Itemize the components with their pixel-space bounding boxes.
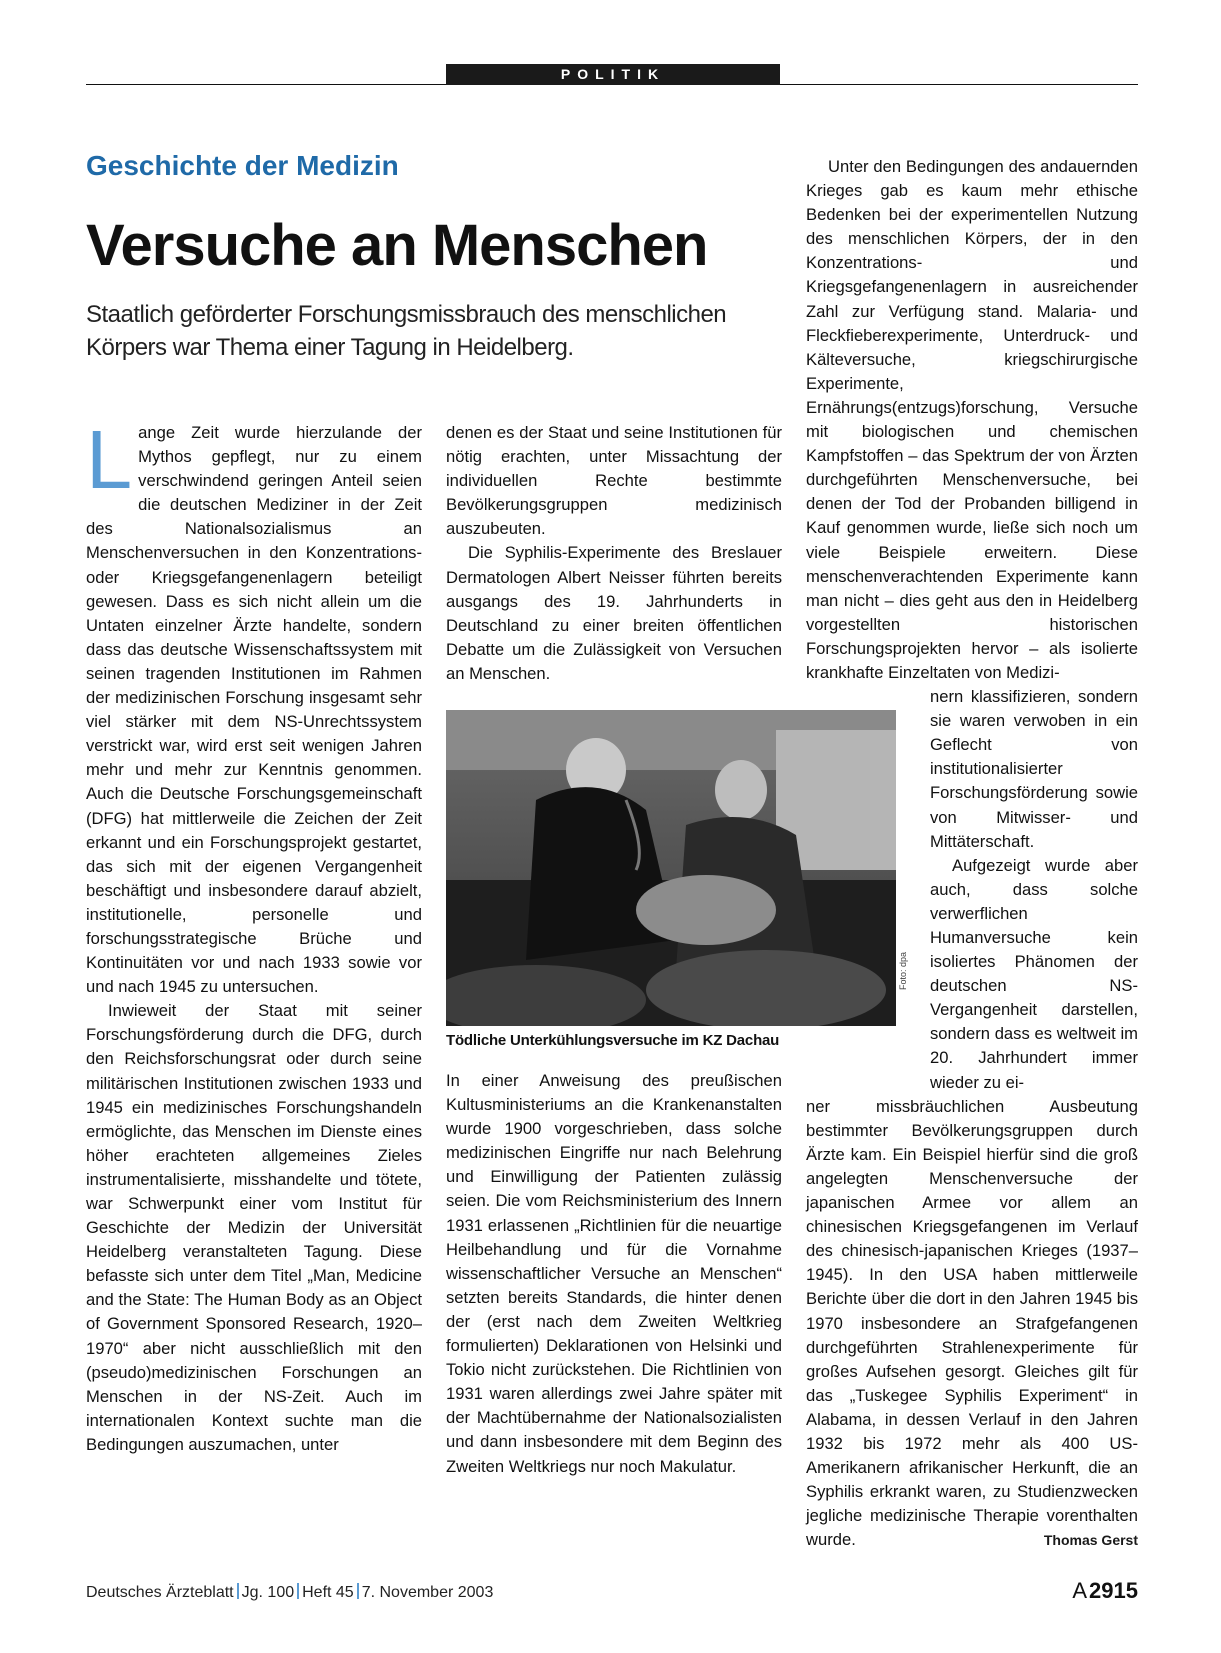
article-subhead: Staatlich geförderter Forschungsmissbrauch des menschlichen Körpers war Thema einer Tagung in Heidelberg. [86,301,727,361]
drop-cap: L [86,413,133,506]
separator [297,1583,299,1599]
text-column-3 [806,155,1138,1552]
date: 7. November 2003 [361,1584,494,1601]
separator [357,1583,359,1599]
article-kicker: Geschichte der Medizin [86,150,399,181]
paragraph-text: ange Zeit wurde hierzulande der Mythos gepflegt, nur zu einem verschwindend geringen Anteil seien die deutschen Mediziner in der Zeit des Nationalsozialismus an Menschenversuchen in den Konzentrations- oder Kriegsgefangenenlagern beteiligt gewesen. Dass es sich nicht allein um die Untaten einzelner Ärzte handelte, sondern dass das deutsche Wissenschaftssystem mit seinen tragenden Institutionen im Rahmen der medizinischen Forschung insgesamt sehr viel stärker mit dem NS-Unrechtssystem verstrickt war, wird erst seit wenigen Jahren mehr und mehr zur Kenntnis genommen. Auch die Deutsche Forschungsgemeinschaft (DFG) hat mittlerweile die Zeichen der Zeit erkannt und ein Forschungsprojekt gestartet, das sich mit der eigenen Vergangenheit beschäftigt und insbesondere darauf abzielt, institutionelle, personelle und forschungsstrategische Brüche und Kontinuitäten vor und nach 1933 sowie vor und nach 1945 zu untersuchen. [86,423,422,997]
separator [237,1583,239,1599]
text-column-2-bottom [446,1069,782,1479]
footer-citation [86,1583,493,1602]
paragraph: Inwieweit der Staat mit seiner Forschungsförderung durch die DFG, durch den Reichsforschungsrat oder durch seine militärischen Institutionen zwischen 1933 und 1945 ein medizinisches Forschungshandeln ermöglichte, das Menschen im Dienste eines höher erachteten allgemeines Zieles instrumentalisierte, misshandelte und tötete, war Schwerpunkt einer vom Institut für Geschichte der Medizin der Universität Heidelberg veranstalteten Tagung. Diese befasste sich unter dem Titel „Man, Medicine and the State: The Human Body as an Object of Government Sponsored Research, 1920–1970“ aber nicht ausschließlich mit den (pseudo)medizinischen Forschungen an Menschen in der NS-Zeit. Auch im internationalen Kontext suchte man die Bedingungen auszumachen, unter [86,1001,422,1454]
paragraph: Unter den Bedingungen des andauernden Krieges gab es kaum mehr ethische Bedenken bei der experimentellen Nutzung des menschlichen Körpers, der in den Konzentrations- und Kriegsgefangenenlagern in ausreichender Zahl zur Verfügung stand. Malaria- und Fleckfieberexperimente, Unterdruck- und Kälteversuche, kriegschirurgische Experimente, Ernährungs(entzugs)forschung, Versuche mit biologischen und chemischen Kampfstoffen – das Spektrum der von Ärzten durchgeführten Menschenversuche, bei denen der Tod der Probanden billigend in Kauf genommen wurde, ließe sich noch um viele Beispiele erweitern. Diese menschenverachtenden Experimente kann man nicht – dies geht aus den in Heidelberg vorgestellten historischen Forschungsprojekten hervor – als isolierte krankhafte Einzeltaten von Medizi- [806,157,1138,682]
page-prefix: A [1072,1578,1088,1603]
page-number-value: 2915 [1089,1578,1138,1603]
photo-caption: Tödliche Unterkühlungsversuche im KZ Dachau [446,1032,780,1049]
paragraph: ner missbräuchlichen Ausbeutung bestimmter Bevölkerungsgruppen durch Ärzte kam. Ein Beispiel hierfür sind die groß angelegten Menschenversuche der japanischen Armee vor allem an chinesischen Kriegsgefangenen im Verlauf des chinesisch-japanischen Krieges (1937–1945). In den USA haben mittlerweile Berichte über die dort in den Jahren 1945 bis 1970 insbesondere an Strafgefangenen durchgeführten Strahlenexperimente für großes Aufsehen gesorgt. Gleiches gilt für das „Tuskegee Syphilis Experiment“ in Alabama, in dessen Verlauf in den Jahren 1932 bis 1972 mehr als 400 US-Amerikanern afrikanischer Herkunft, die an Syphilis erkrankt waren, zu Studienzwecken jegliche medizinische Therapie vorenthalten wurde. [806,1096,1138,1550]
issue: Heft 45 [302,1584,354,1601]
paragraph: In einer Anweisung des preußischen Kultusministeriums an die Krankenanstalten wurde 1900 vorgeschrieben, dass solche medizinischen Eingriffe nur nach Belehrung und Einwilligung der Patienten zulässig seien. Die vom Reichsministerium des Innern 1931 erlassenen „Richtlinien für die neuartige Heilbehandlung und für die Vornahme wissenschaftlicher Versuche an Menschen“ setzten bereits Standards, die hinter denen der (erst nach dem Zweiten Weltkrieg formulierten) Deklarationen von Helsinki und Tokio nicht zurückstehen. Die Richtlinien von 1931 waren allerdings zwei Jahre später mit der Machtübernahme der Nationalsozialisten und dann insbesondere mit dem Beginn des Zweiten Weltkriegs nur noch Makulatur. [446,1071,782,1476]
paragraph-wrapped: nern klassifizieren, sondern sie waren verwoben in ein Geflecht von institutionalisierter Forschungsförderung sowie von Mitwisser- und Mittäterschaft. [930,687,1138,851]
journal-name: Deutsches Ärzteblatt [86,1584,234,1601]
paragraph [86,413,422,999]
page-number [1072,1578,1138,1604]
section-label: POLITIK [446,64,780,85]
volume: Jg. 100 [241,1584,295,1601]
photo-credit: Foto: dpa [898,951,908,990]
text-column-2-top [446,421,782,686]
paragraph: denen es der Staat und seine Institutionen für nötig erachten, unter Missachtung der individuellen Rechte bestimmte Bevölkerungsgruppen medizinisch auszubeuten. [446,423,782,539]
author-name: Thomas Gerst [1043,1532,1138,1548]
paragraph-wrapped: Aufgezeigt wurde aber auch, dass solche verwerflichen Humanversuche kein isoliertes Phänomen der deutschen NS-Vergangenheit darstellen, sondern dass es weltweit im 20. Jahrhundert immer wieder zu ei- [930,855,1138,1092]
article-headline: Versuche an Menschen [86,213,708,278]
paragraph: Die Syphilis-Experimente des Breslauer Dermatologen Albert Neisser führten bereits ausgangs des 19. Jahrhunderts in Deutschland zu einer breiten öffentlichen Debatte um die Zulässigkeit von Versuchen an Menschen. [446,543,782,683]
text-column-1 [86,413,422,1457]
